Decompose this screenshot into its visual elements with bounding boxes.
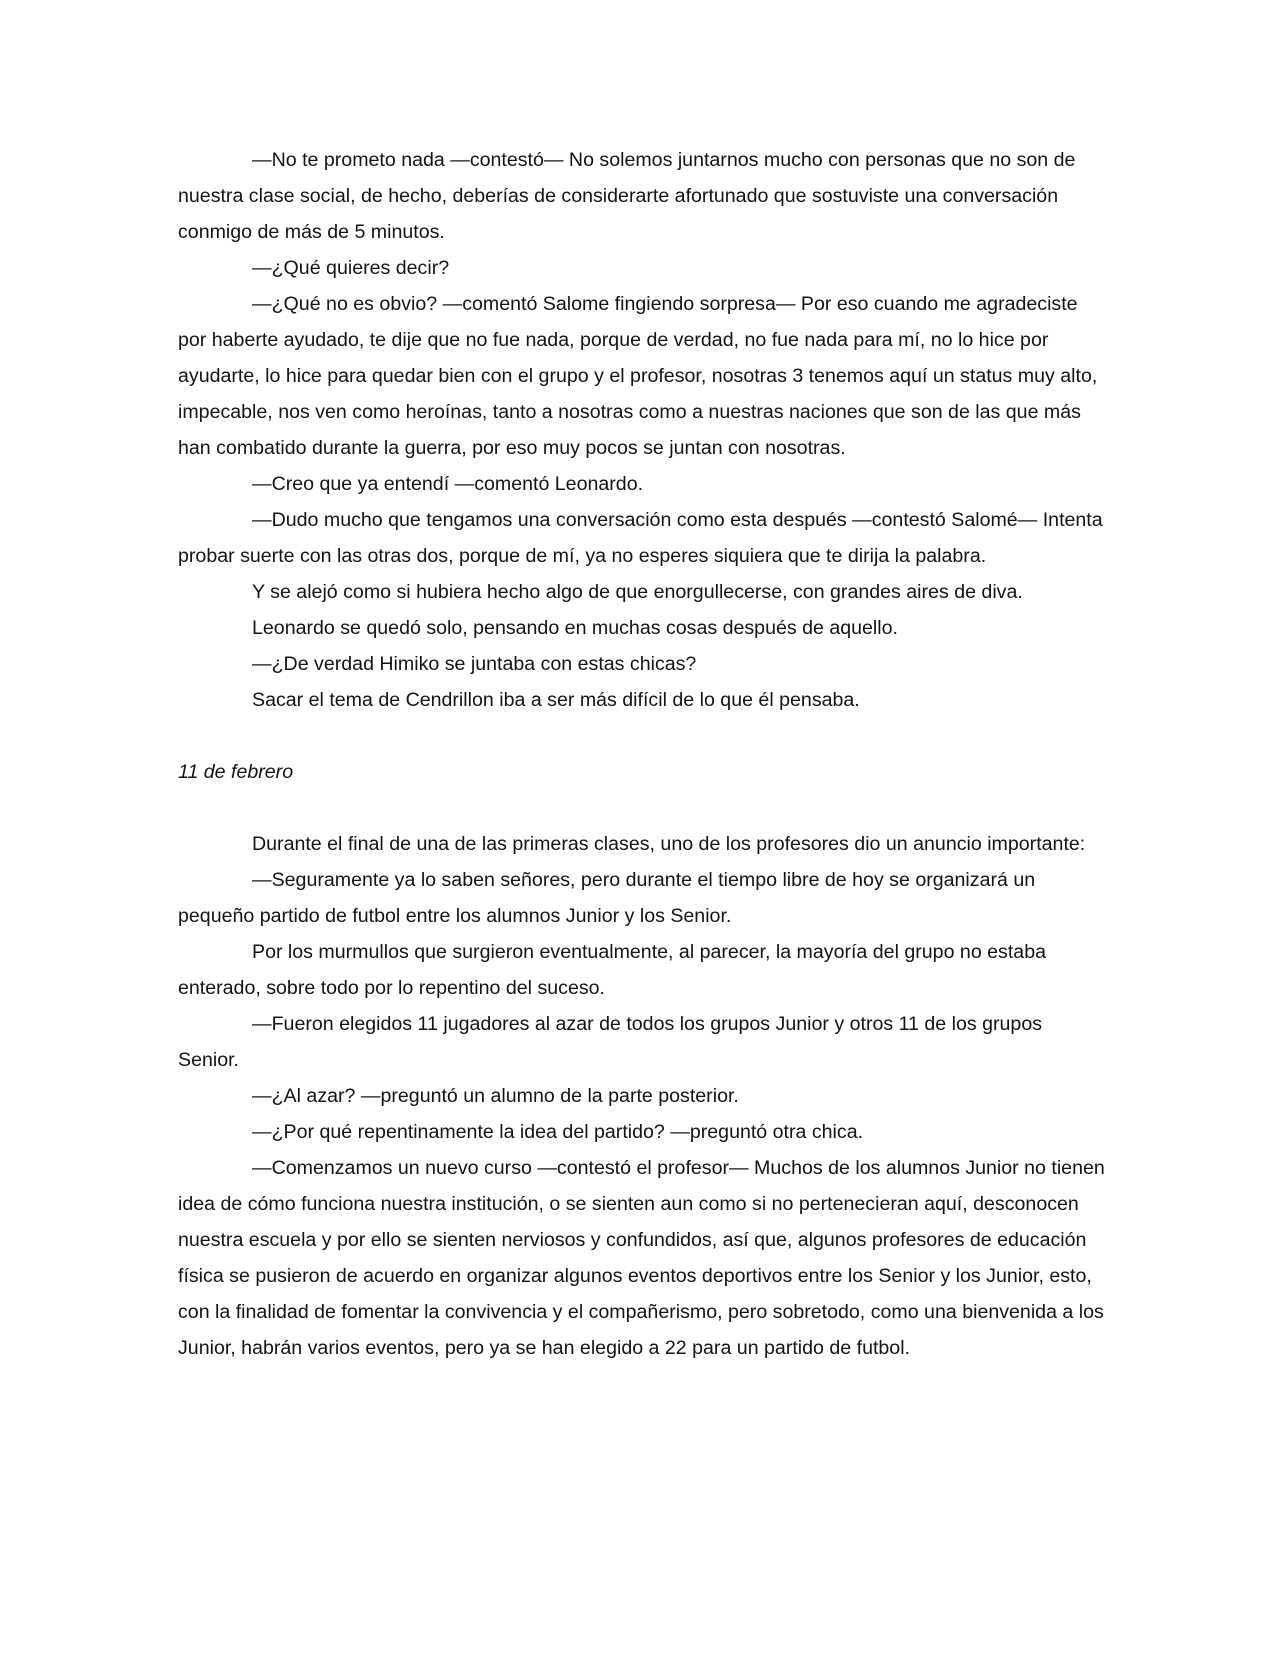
paragraph: —¿De verdad Himiko se juntaba con estas chicas?	[252, 653, 697, 675]
document-page	[178, 142, 1108, 1366]
paragraph: Sacar el tema de Cendrillon iba a ser más difícil de lo que él pensaba.	[252, 689, 860, 711]
paragraph: —¿Al azar? —preguntó un alumno de la parte posterior.	[252, 1085, 739, 1107]
paragraph: —Fueron elegidos 11 jugadores al azar de todos los grupos Junior y otros 11 de los grupos Senior.	[178, 1013, 1043, 1071]
paragraph: Durante el final de una de las primeras clases, uno de los profesores dio un anuncio importante:	[252, 833, 1086, 855]
date-heading: 11 de febrero	[178, 761, 294, 783]
paragraph: Y se alejó como si hubiera hecho algo de que enorgullecerse, con grandes aires de diva.	[252, 581, 1023, 603]
paragraph: —No te prometo nada —contestó— No solemos juntarnos mucho con personas que no son de nuestra clase social, de hecho, deberías de considerarte afortunado que sostuviste una conversación conmigo de más de 5 minutos.	[178, 149, 1076, 243]
paragraph: —¿Qué no es obvio? —comentó Salome fingiendo sorpresa— Por eso cuando me agradeciste por haberte ayudado, te dije que no fue nada, porque de verdad, no fue nada para mí, no lo hice por ayudarte, lo hice para quedar bien con el grupo y el profesor, nosotras 3 tenemos aquí un status muy alto, impecable, nos ven como heroínas, tanto a nosotras como a nuestras naciones que son de las que más han combatido durante la guerra, por eso muy pocos se juntan con nosotras.	[178, 293, 1098, 459]
paragraph: Por los murmullos que surgieron eventualmente, al parecer, la mayoría del grupo no estaba enterado, sobre todo por lo repentino del suceso.	[178, 941, 1046, 999]
paragraph: —Dudo mucho que tengamos una conversación como esta después —contestó Salomé— Intenta probar suerte con las otras dos, porque de mí, ya no esperes siquiera que te dirija la palabra.	[178, 509, 1103, 567]
paragraph: —¿Por qué repentinamente la idea del partido? —preguntó otra chica.	[252, 1121, 864, 1143]
paragraph: —Comenzamos un nuevo curso —contestó el profesor— Muchos de los alumnos Junior no tienen idea de cómo funciona nuestra institución, o se sienten aun como si no pertenecieran aquí, desconocen nuestra escuela y por ello se sienten nerviosos y confundidos, así que, algunos profesores de educación física se pusieron de acuerdo en organizar algunos eventos deportivos entre los Senior y los Junior, esto, con la finalidad de fomentar la convivencia y el compañerismo, pero sobretodo, como una bienvenida a los Junior, habrán varios eventos, pero ya se han elegido a 22 para un partido de futbol.	[178, 1157, 1105, 1359]
paragraph: —Seguramente ya lo saben señores, pero durante el tiempo libre de hoy se organizará un pequeño partido de futbol entre los alumnos Junior y los Senior.	[178, 869, 1036, 927]
paragraph: —Creo que ya entendí —comentó Leonardo.	[252, 473, 644, 495]
paragraph: —¿Qué quieres decir?	[252, 257, 450, 279]
paragraph: Leonardo se quedó solo, pensando en muchas cosas después de aquello.	[252, 617, 898, 639]
